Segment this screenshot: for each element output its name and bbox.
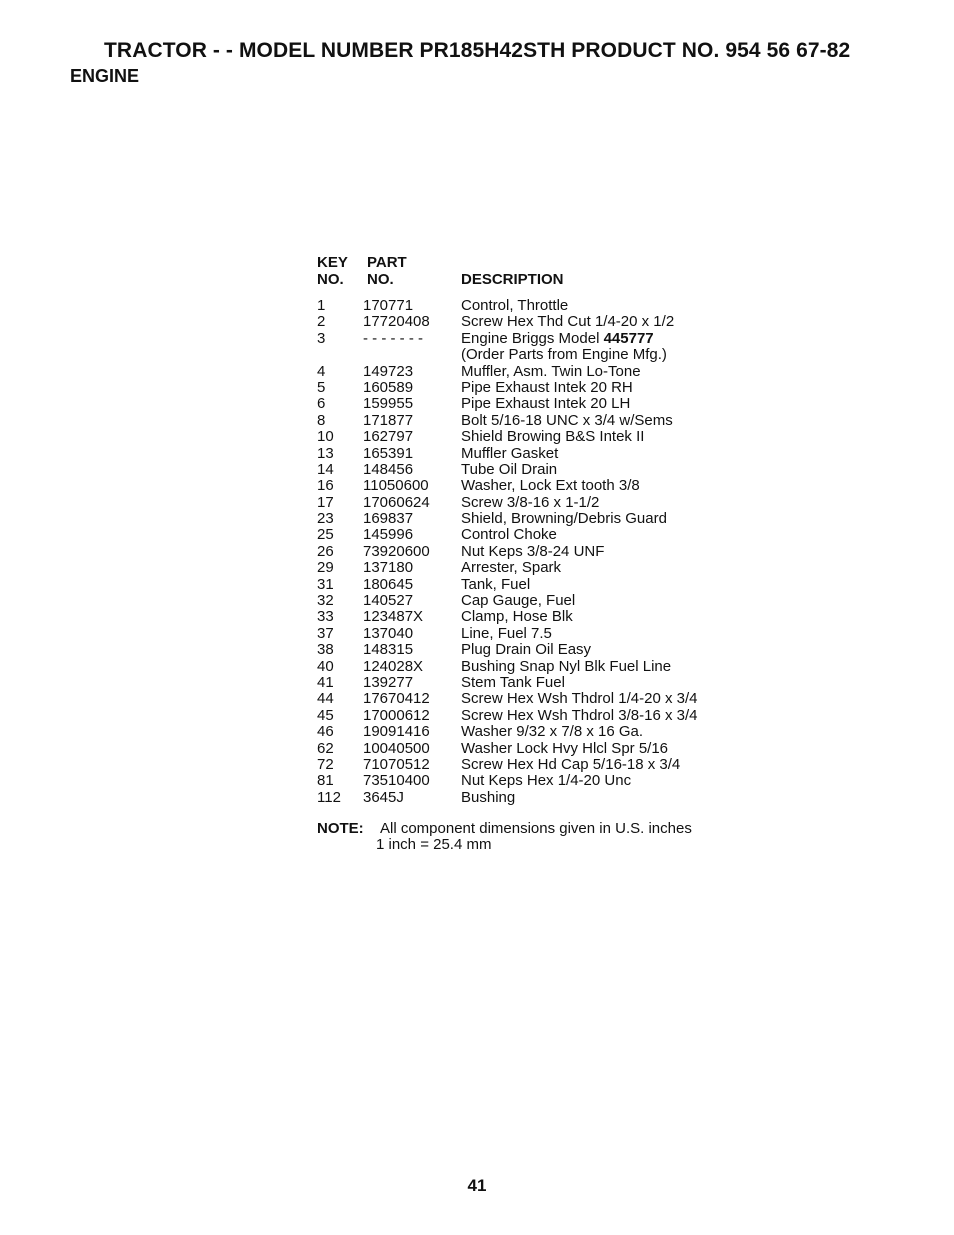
part-number: 140527 — [363, 592, 414, 610]
description-text: Screw Hex Wsh Thdrol 1/4-20 x 3/4 — [461, 690, 698, 708]
key-number: 29 — [317, 559, 334, 577]
part-description — [461, 609, 573, 625]
description-text: Control Choke — [461, 526, 557, 544]
description-text: Plug Drain Oil Easy — [461, 641, 592, 659]
table-row — [317, 544, 737, 560]
part-number: 162797 — [363, 428, 414, 446]
part-description — [461, 298, 568, 314]
part-description — [461, 659, 671, 675]
description-text: Bushing Snap Nyl Blk Fuel Line — [461, 657, 672, 675]
description-text: Stem Tank Fuel — [461, 673, 565, 691]
part-description — [461, 380, 633, 396]
table-row — [317, 626, 737, 642]
part-number: 17720408 — [363, 313, 430, 331]
part-number: 148315 — [363, 641, 414, 659]
part-description — [461, 495, 599, 511]
table-row — [317, 741, 737, 757]
table-row — [317, 495, 737, 511]
key-number: 72 — [317, 755, 334, 773]
part-description — [461, 560, 561, 576]
key-number: 4 — [317, 362, 326, 380]
description-text: Screw Hex Thd Cut 1/4-20 x 1/2 — [461, 313, 675, 331]
key-number: 14 — [317, 460, 334, 478]
note — [317, 820, 692, 854]
parts-list-rows — [317, 298, 737, 806]
key-number: 1 — [317, 297, 326, 314]
table-row — [317, 413, 737, 429]
part-description — [461, 527, 557, 543]
description-text: Tube Oil Drain — [461, 460, 558, 478]
part-number: - - - - - - - — [363, 329, 423, 347]
part-number: 3645J — [363, 788, 404, 806]
part-description — [461, 675, 565, 691]
part-number: 160589 — [363, 378, 414, 396]
key-number: 3 — [317, 329, 326, 347]
table-row — [317, 593, 737, 609]
part-description — [461, 331, 654, 347]
part-description — [461, 642, 591, 658]
key-number: 40 — [317, 657, 334, 675]
parts-list — [317, 255, 737, 806]
table-row — [317, 724, 737, 740]
key-number: 33 — [317, 608, 334, 626]
key-number: 41 — [317, 673, 334, 691]
part-description — [461, 429, 644, 445]
part-number: 71070512 — [363, 755, 430, 773]
description-text: Nut Keps Hex 1/4-20 Unc — [461, 772, 632, 790]
note-label: NOTE: — [317, 820, 364, 837]
part-description — [461, 708, 697, 724]
part-description — [461, 757, 680, 773]
part-description — [461, 691, 697, 707]
table-row — [317, 659, 737, 675]
description-text: Nut Keps 3/8-24 UNF — [461, 542, 605, 560]
description-text: Control, Throttle — [461, 297, 569, 314]
table-row — [317, 364, 737, 380]
table-row — [317, 790, 737, 806]
part-number: 139277 — [363, 673, 414, 691]
part-description — [461, 413, 673, 429]
part-description — [461, 364, 641, 380]
key-number: 46 — [317, 723, 334, 741]
description-text: Shield Browing B&S Intek II — [461, 428, 645, 446]
part-number: 137040 — [363, 624, 414, 642]
key-number: 32 — [317, 592, 334, 610]
part-description — [461, 741, 668, 757]
key-number: 8 — [317, 411, 326, 429]
part-description — [461, 462, 557, 478]
part-description — [461, 544, 604, 560]
table-row — [317, 577, 737, 593]
table-row — [317, 462, 737, 478]
description-text: Clamp, Hose Blk — [461, 608, 573, 626]
description-text: Washer, Lock Ext tooth 3/8 — [461, 477, 640, 495]
description-text: Tank, Fuel — [461, 575, 531, 593]
table-row — [317, 511, 737, 527]
table-row — [317, 609, 737, 625]
part-number: 17000612 — [363, 706, 430, 724]
engine-model-number: 445777 — [603, 329, 654, 347]
table-row — [317, 446, 737, 462]
description-text: Shield, Browning/Debris Guard — [461, 510, 667, 528]
table-row — [317, 691, 737, 707]
key-number: 17 — [317, 493, 334, 511]
page-number: 41 — [467, 1176, 487, 1195]
part-number: 123487X — [363, 608, 424, 626]
table-row — [317, 298, 737, 314]
part-description — [461, 577, 530, 593]
part-number: 145996 — [363, 526, 414, 544]
part-number: 165391 — [363, 444, 414, 462]
part-number: 148456 — [363, 460, 414, 478]
key-number: 5 — [317, 378, 326, 396]
part-description — [461, 511, 667, 527]
table-row — [317, 675, 737, 691]
note-line1: All component dimensions given in U.S. inches — [380, 820, 692, 837]
part-description — [461, 724, 643, 740]
description-text: Arrester, Spark — [461, 559, 562, 577]
description-text: Screw 3/8-16 x 1-1/2 — [461, 493, 600, 511]
part-number: 137180 — [363, 559, 414, 577]
part-description — [461, 593, 575, 609]
part-header-line1: PART — [367, 254, 407, 271]
table-row — [317, 478, 737, 494]
key-number: 31 — [317, 575, 334, 593]
description-text: (Order Parts from Engine Mfg.) — [461, 346, 667, 364]
key-number: 2 — [317, 313, 326, 331]
description-text: Line, Fuel 7.5 — [461, 624, 552, 642]
key-number: 13 — [317, 444, 334, 462]
table-row — [317, 396, 737, 412]
part-number: 171877 — [363, 411, 414, 429]
section-heading: ENGINE — [70, 66, 140, 86]
part-description — [461, 347, 667, 363]
table-row — [317, 560, 737, 576]
note-line2: 1 inch = 25.4 mm — [376, 836, 492, 854]
table-row — [317, 642, 737, 658]
table-row — [317, 314, 737, 330]
part-number: 17060624 — [363, 493, 430, 511]
part-number: 169837 — [363, 510, 414, 528]
description-text: Cap Gauge, Fuel — [461, 592, 576, 610]
description-text: Pipe Exhaust Intek 20 RH — [461, 378, 633, 396]
table-row — [317, 331, 737, 347]
description-text: Washer 9/32 x 7/8 x 16 Ga. — [461, 723, 644, 741]
description-text: Bolt 5/16-18 UNC x 3/4 w/Sems — [461, 411, 673, 429]
key-number: 10 — [317, 428, 334, 446]
part-number: 11050600 — [363, 477, 429, 495]
part-number: 149723 — [363, 362, 414, 380]
description-text: Muffler, Asm. Twin Lo-Tone — [461, 362, 641, 380]
part-description — [461, 478, 640, 494]
key-header-line2: NO. — [317, 271, 344, 288]
part-number: 10040500 — [363, 739, 430, 757]
key-number: 62 — [317, 739, 334, 757]
part-description — [461, 446, 558, 462]
key-number: 44 — [317, 690, 334, 708]
description-text: Bushing — [461, 788, 516, 806]
part-number: 124028X — [363, 657, 424, 675]
table-row — [317, 429, 737, 445]
table-row — [317, 773, 737, 789]
part-description — [461, 773, 631, 789]
part-number: 17670412 — [363, 690, 430, 708]
key-number: 26 — [317, 542, 334, 560]
part-description — [461, 396, 630, 412]
key-number: 25 — [317, 526, 334, 544]
part-number: 73510400 — [363, 772, 430, 790]
part-number: 170771 — [363, 297, 414, 314]
key-number: 37 — [317, 624, 334, 642]
key-number: 112 — [317, 788, 341, 806]
description-text: Muffler Gasket — [461, 444, 559, 462]
part-number: 73920600 — [363, 542, 430, 560]
part-number: 159955 — [363, 395, 414, 413]
part-number: 180645 — [363, 575, 414, 593]
table-row — [317, 708, 737, 724]
key-number: 6 — [317, 395, 326, 413]
description-text: Screw Hex Hd Cap 5/16-18 x 3/4 — [461, 755, 681, 773]
description-text: Pipe Exhaust Intek 20 LH — [461, 395, 631, 413]
key-number: 81 — [317, 772, 334, 790]
part-description — [461, 626, 552, 642]
parts-list-header — [317, 255, 737, 289]
description-text: Washer Lock Hvy Hlcl Spr 5/16 — [461, 739, 669, 757]
part-description — [461, 790, 515, 806]
description-text: Screw Hex Wsh Thdrol 3/8-16 x 3/4 — [461, 706, 698, 724]
key-header-line1: KEY — [317, 254, 348, 271]
description-text: Engine Briggs Model — [461, 329, 604, 347]
description-header: DESCRIPTION — [461, 271, 564, 288]
part-description — [461, 314, 674, 330]
table-row — [317, 527, 737, 543]
key-number: 38 — [317, 641, 334, 659]
table-row — [317, 757, 737, 773]
table-row — [317, 380, 737, 396]
table-row — [317, 347, 737, 363]
key-number: 23 — [317, 510, 334, 528]
page-title: TRACTOR - - MODEL NUMBER PR185H42STH PRODUCT NO. 954 56 67-82 — [104, 39, 851, 62]
key-number: 16 — [317, 477, 334, 495]
key-number: 45 — [317, 706, 334, 724]
part-header-line2: NO. — [367, 271, 394, 288]
part-number: 19091416 — [363, 723, 430, 741]
